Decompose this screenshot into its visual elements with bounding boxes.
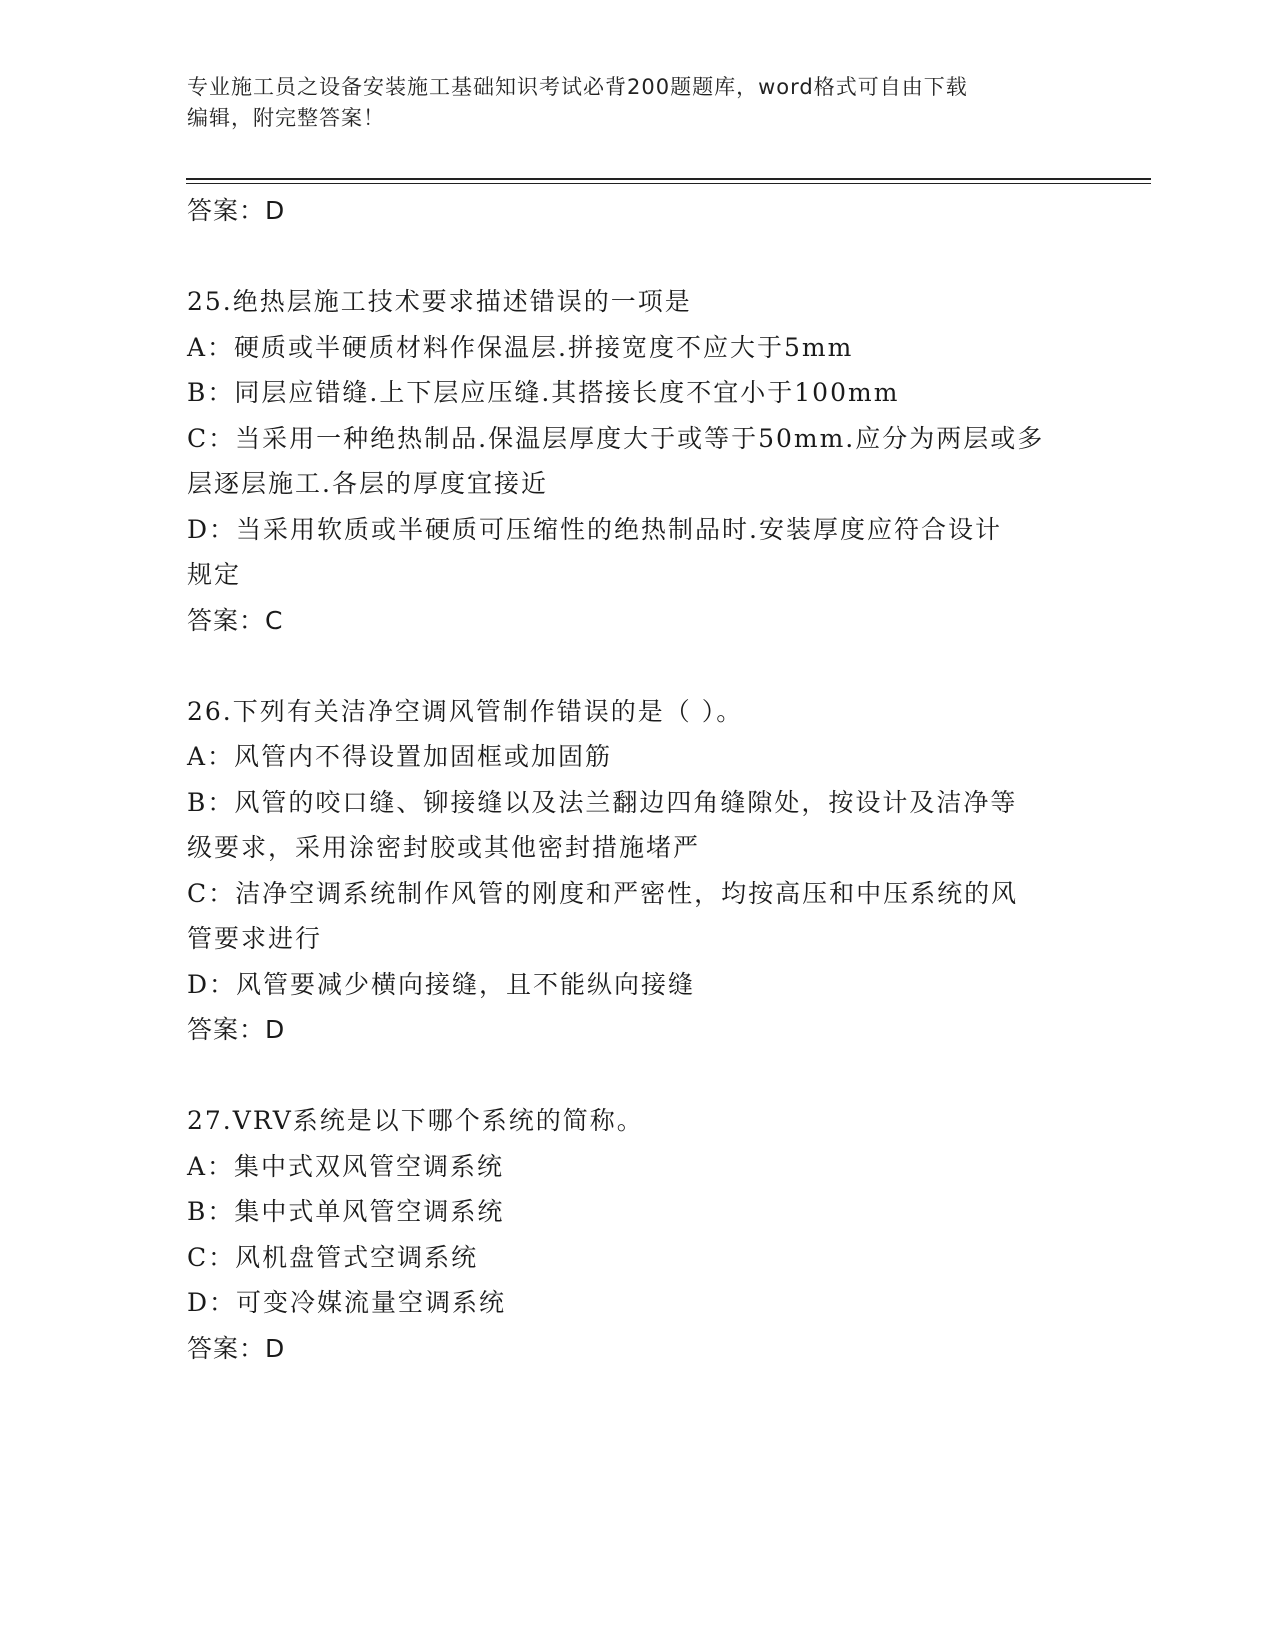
spacer [187,234,1087,280]
option-c: C：当采用一种绝热制品.保温层厚度大于或等于50mm.应分为两层或多 [187,423,1045,453]
option-d: D：风管要减少横向接缝，且不能纵向接缝 [187,969,696,999]
answer: 答案：D [187,1333,286,1363]
question-block [187,689,1087,1053]
answer: 答案：D [187,1015,286,1044]
option-b: B：风管的咬口缝、铆接缝以及法兰翻边四角缝隙处，按设计及洁净等 [187,787,1018,817]
option-b: B：同层应错缝.上下层应压缝.其搭接长度不宜小于100mm [187,378,900,407]
question-title: 26.下列有关洁净空调风管制作错误的是（ ）。 [187,696,744,726]
question-title: 27.VRV系统是以下哪个系统的简称。 [187,1106,644,1135]
spacer [187,643,1087,689]
previous-answer: 答案：D [187,196,286,225]
option-c-continued: 管要求进行 [187,924,323,953]
header-divider-thick [186,178,1151,180]
question-block [187,279,1087,643]
option-a: A：硬质或半硬质材料作保温层.拼接宽度不应大于5mm [187,332,854,362]
option-b: B：集中式单风管空调系统 [187,1197,505,1226]
option-c: C：风机盘管式空调系统 [187,1242,479,1272]
option-a: A：风管内不得设置加固框或加固筋 [187,742,613,771]
option-d: D：可变冷媒流量空调系统 [187,1288,507,1317]
header-line-1: 专业施工员之设备安装施工基础知识考试必背200题题库，word格式可自由下载 [187,75,968,99]
option-c-continued: 层逐层施工.各层的厚度宜接近 [187,469,548,498]
option-b-continued: 级要求，采用涂密封胶或其他密封措施堵严 [187,833,701,862]
option-a: A：集中式双风管空调系统 [187,1151,505,1181]
option-d-continued: 规定 [187,560,242,589]
document-header [187,72,1067,134]
option-c: C：洁净空调系统制作风管的刚度和严密性，均按高压和中压系统的风 [187,878,1019,908]
header-line-2: 编辑，附完整答案！ [187,106,385,130]
question-content [187,188,1087,1371]
question-block [187,1098,1087,1371]
question-title: 25.绝热层施工技术要求描述错误的一项是 [187,287,692,316]
header-divider-thin [186,183,1151,184]
spacer [187,1053,1087,1099]
answer: 答案：C [187,605,284,635]
option-d: D：当采用软质或半硬质可压缩性的绝热制品时.安装厚度应符合设计 [187,514,1002,544]
